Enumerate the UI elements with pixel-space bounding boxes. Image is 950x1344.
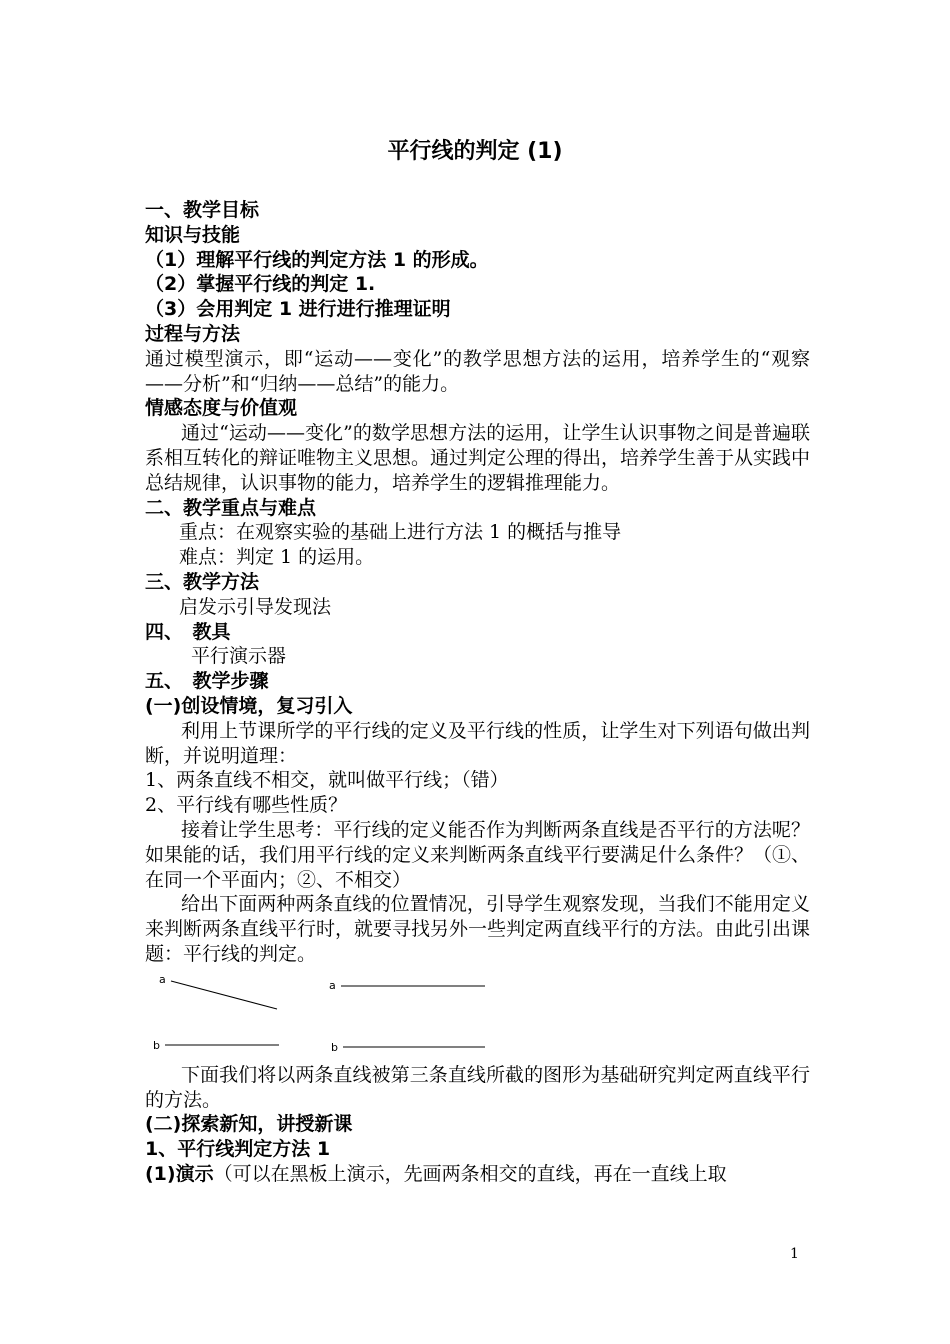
section-heading-5: 五、 教学步骤 xyxy=(145,670,269,693)
line-a-slanted xyxy=(171,981,277,1009)
section-heading-3: 三、教学方法 xyxy=(145,570,260,593)
give-paragraph: 给出下面两种两条直线的位置情况，引导学生观察发现，当我们不能用定义来判断两条直线平行时，就要寻找另外一些判定两直线平行的方法。由此引出课题：平行线的判定。 xyxy=(145,893,811,965)
next-paragraph: 下面我们将以两条直线被第三条直线所截的图形为基础研究判定两直线平行的方法。 xyxy=(145,1063,810,1111)
difficulty-point: 难点：判定 1 的运用。 xyxy=(179,546,375,569)
teaching-method: 启发示引导发现法 xyxy=(179,595,332,618)
step-1-title: (一)创设情境，复习引入 xyxy=(145,694,353,717)
intersecting-lines-diagram xyxy=(153,973,279,1052)
subheading-knowledge: 知识与技能 xyxy=(145,223,241,246)
page-number: 1 xyxy=(790,1246,799,1262)
document-title: 平行线的判定 (1) xyxy=(387,139,563,164)
think-paragraph: 接着让学生思考：平行线的定义能否作为判断两条直线是否平行的方法呢？如果能的话，我们用平行线的定义来判断两条直线平行要满足什么条件？（①、在同一个平面内；②、不相交） xyxy=(145,818,811,891)
demo-label: (1)演示 xyxy=(145,1162,214,1185)
label-b-right: b xyxy=(331,1040,338,1054)
objective-item-2: （2）掌握平行线的判定 1. xyxy=(145,273,376,296)
question-1: 1、两条直线不相交，就叫做平行线；（错） xyxy=(145,769,509,792)
objective-item-3: （3）会用判定 1 进行进行推理证明 xyxy=(145,298,451,321)
parallel-lines-diagram xyxy=(329,979,485,1054)
label-a-right: a xyxy=(329,978,336,992)
step-2-title: (二)探索新知，讲授新课 xyxy=(145,1113,353,1136)
process-paragraph: 通过模型演示，即“运动——变化”的教学思想方法的运用，培养学生的“观察——分析”和“归纳——总结”的能力。 xyxy=(145,347,810,395)
line-position-figure xyxy=(145,971,810,1055)
subheading-process: 过程与方法 xyxy=(145,322,241,345)
objective-item-1: （1）理解平行线的判定方法 1 的形成。 xyxy=(145,248,489,271)
section-heading-2: 二、教学重点与难点 xyxy=(145,496,317,519)
section-heading-1: 一、教学目标 xyxy=(145,199,260,221)
teaching-tool: 平行演示器 xyxy=(191,645,287,668)
key-point: 重点：在观察实验的基础上进行方法 1 的概括与推导 xyxy=(179,521,622,544)
attitude-paragraph: 通过“运动——变化”的数学思想方法的运用，让学生认识事物之间是普遍联系相互转化的辩证唯物主义思想。通过判定公理的得出，培养学生善于从实践中总结规律，认识事物的能力，培养学生的逻辑推理能力。 xyxy=(145,422,811,494)
label-b-left: b xyxy=(153,1038,160,1052)
subheading-attitude: 情感态度与价值观 xyxy=(145,397,298,420)
section-heading-4: 四、 教具 xyxy=(145,620,231,643)
question-2: 2、平行线有哪些性质？ xyxy=(145,794,348,817)
step-2-subheading: 1、平行线判定方法 1 xyxy=(145,1138,331,1161)
two-line-diagrams xyxy=(145,971,505,1055)
demo-line xyxy=(145,1162,810,1187)
label-a-left: a xyxy=(159,972,166,986)
document-body xyxy=(145,198,810,1187)
demo-text: （可以在黑板上演示，先画两条相交的直线，再在一直线上取 xyxy=(213,1162,727,1185)
step-1-paragraph: 利用上节课所学的平行线的定义及平行线的性质，让学生对下列语句做出判断，并说明道理： xyxy=(145,719,810,767)
